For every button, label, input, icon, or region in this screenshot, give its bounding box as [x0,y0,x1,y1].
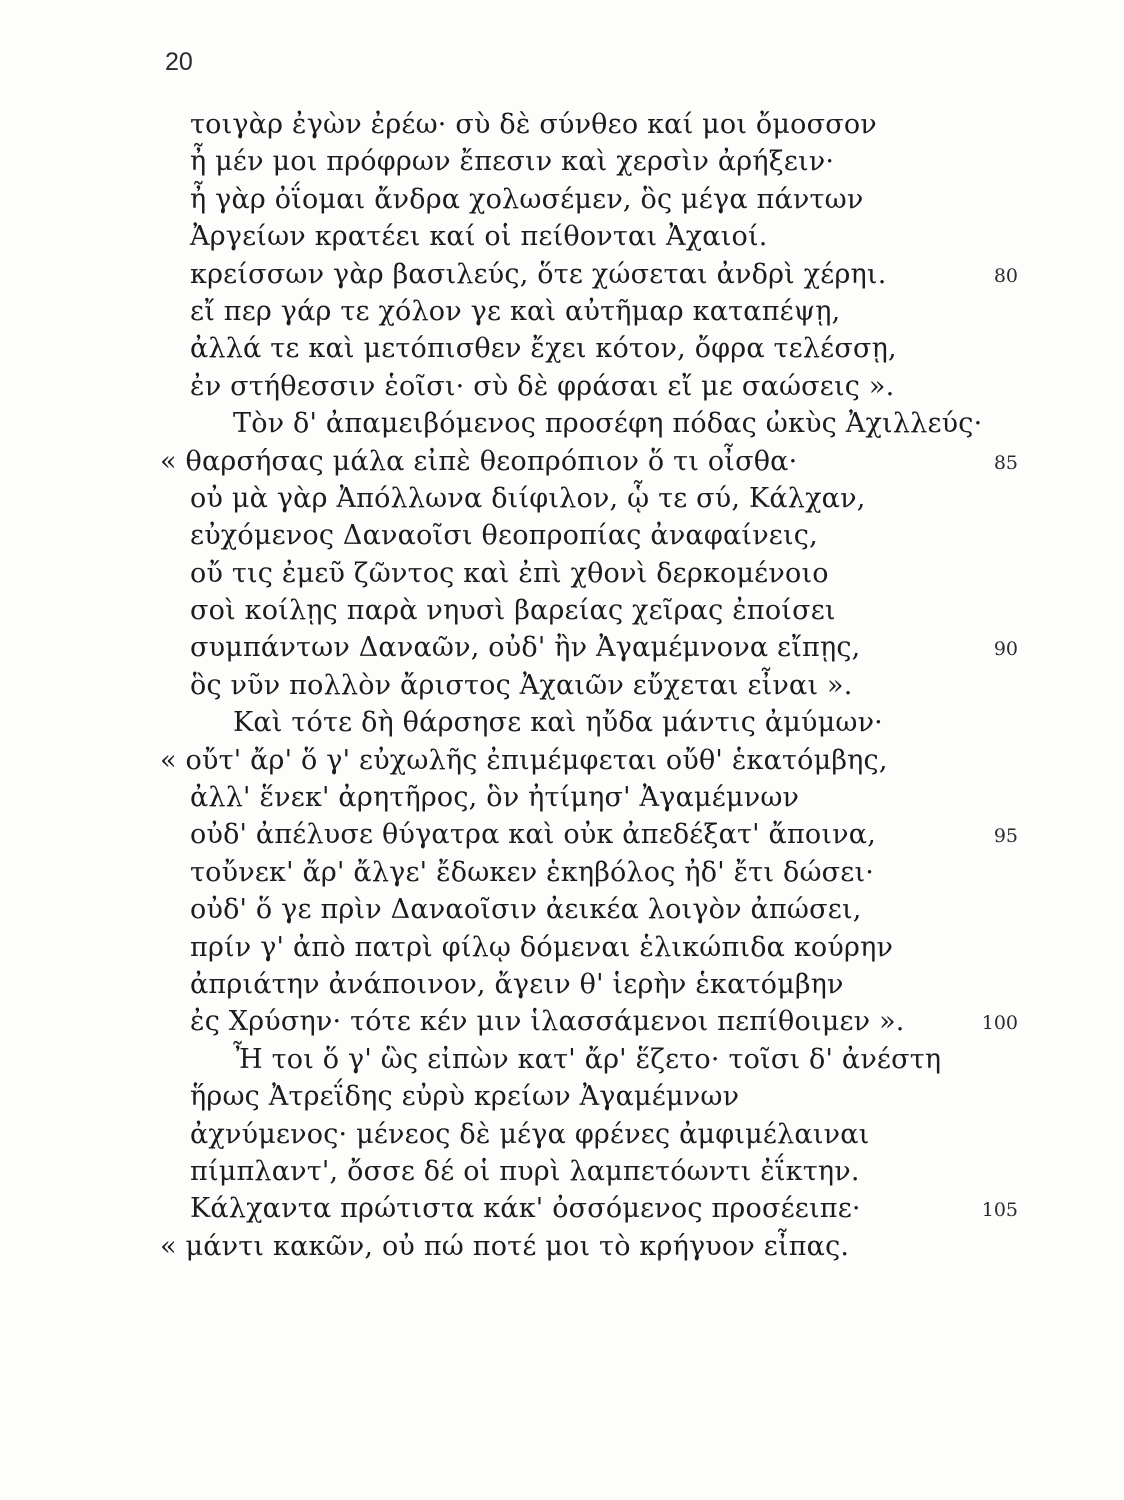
verse-line [0,256,1124,293]
verse-line [0,405,1124,442]
verse-line [0,517,1124,554]
verse-line [0,293,1124,330]
verse-text: πρίν γ' ἀπὸ πατρὶ φίλῳ δόμεναι ἑλικώπιδα κούρην [190,931,894,963]
verse-text: ἥρως Ἀτρεΐδης εὐρὺ κρείων Ἀγαμέμνων [190,1081,740,1113]
verse-text: ἐν στήθεσσιν ἑοῖσι· σὺ δὲ φράσαι εἴ με σαώσεις ». [190,370,895,402]
verse-text: εὐχόμενος Δαναοῖσι θεοπροπίας ἀναφαίνεις, [190,520,818,552]
verse-line [0,966,1124,1003]
verse-text: ἦ μέν μοι πρόφρων ἔπεσιν καὶ χερσὶν ἀρήξειν· [190,146,835,178]
verse-block [0,106,1124,1265]
verse-line [0,218,1124,255]
verse-text: κρείσσων γὰρ βασιλεύς, ὅτε χώσεται ἀνδρὶ χέρηι. [190,258,887,290]
verse-line [0,667,1124,704]
verse-text: « οὔτ' ἄρ' ὅ γ' εὐχωλῆς ἐπιμέμφεται οὔθ' ἑκατόμβης, [160,744,888,776]
verse-text: Κάλχαντα πρώτιστα κάκ' ὀσσόμενος προσέειπε· [190,1193,861,1225]
line-number: 105 [981,1199,1018,1222]
verse-text: οὐδ' ὅ γε πρὶν Δαναοῖσιν ἀεικέα λοιγὸν ἀπώσει, [190,894,862,926]
verse-text: « μάντι κακῶν, οὐ πώ ποτέ μοι τὸ κρήγυον εἶπας. [160,1230,850,1262]
verse-line [0,1041,1124,1078]
verse-text: ἀλλ' ἕνεκ' ἀρητῆρος, ὃν ἠτίμησ' Ἀγαμέμνων [190,782,800,814]
verse-line [0,929,1124,966]
verse-text: οὐδ' ἀπέλυσε θύγατρα καὶ οὐκ ἀπεδέξατ' ἄποινα, [190,819,876,851]
verse-line [0,1078,1124,1115]
verse-text: οὔ τις ἐμεῦ ζῶντος καὶ ἐπὶ χθονὶ δερκομένοιο [190,557,829,589]
verse-text: εἴ περ γάρ τε χόλον γε καὶ αὐτῆμαρ καταπέψῃ, [190,295,841,327]
verse-line [0,592,1124,629]
verse-text: Καὶ τότε δὴ θάρσησε καὶ ηὔδα μάντις ἀμύμων· [233,707,883,739]
verse-line [0,704,1124,741]
verse-text: ἀχνύμενος· μένεος δὲ μέγα φρένες ἀμφιμέλαιναι [190,1118,870,1150]
verse-line [0,629,1124,666]
verse-line [0,480,1124,517]
line-number: 95 [993,825,1018,848]
verse-text: συμπάντων Δαναῶν, οὐδ' ἢν Ἀγαμέμνονα εἴπῃς, [190,632,861,664]
verse-text: Ἦ τοι ὅ γ' ὣς εἰπὼν κατ' ἄρ' ἕζετο· τοῖσι δ' ἀνέστη [233,1043,942,1075]
verse-text: Ἀργείων κρατέει καί οἱ πείθονται Ἀχαιοί. [190,221,768,253]
verse-line [0,816,1124,853]
verse-text: ἀλλά τε καὶ μετόπισθεν ἔχει κότον, ὄφρα τελέσσῃ, [190,333,897,365]
verse-text: ἀπριάτην ἀνάποινον, ἄγειν θ' ἱερὴν ἑκατόμβην [190,968,844,1000]
line-number: 80 [993,264,1018,287]
verse-text: σοὶ κοίλῃς παρὰ νηυσὶ βαρείας χεῖρας ἐποίσει [190,595,836,627]
verse-line [0,368,1124,405]
verse-line [0,555,1124,592]
verse-line [0,106,1124,143]
verse-line [0,181,1124,218]
verse-text: οὐ μὰ γὰρ Ἀπόλλωνα διίφιλον, ᾧ τε σύ, Κάλχαν, [190,482,866,514]
verse-text: ἐς Χρύσην· τότε κέν μιν ἱλασσάμενοι πεπίθοιμεν ». [190,1006,905,1038]
line-number: 100 [981,1012,1018,1035]
verse-line [0,1190,1124,1227]
verse-line [0,891,1124,928]
verse-line [0,742,1124,779]
verse-line [0,854,1124,891]
verse-text: ὃς νῦν πολλὸν ἄριστος Ἀχαιῶν εὔχεται εἶναι ». [190,669,853,701]
verse-text: ἦ γὰρ ὀΐομαι ἄνδρα χολωσέμεν, ὃς μέγα πάντων [190,183,864,215]
verse-line [0,1003,1124,1040]
verse-text: Τὸν δ' ἀπαμειβόμενος προσέφη πόδας ὠκὺς Ἀχιλλεύς· [233,408,983,440]
line-number: 85 [993,451,1018,474]
verse-text: « θαρσήσας μάλα εἰπὲ θεοπρόπιον ὅ τι οἶσθα· [160,445,798,477]
line-number: 90 [993,638,1018,661]
verse-text: τοὔνεκ' ἄρ' ἄλγε' ἔδωκεν ἑκηβόλος ἠδ' ἔτι δώσει· [190,856,875,888]
verse-line [0,1116,1124,1153]
verse-line [0,443,1124,480]
verse-text: πίμπλαντ', ὄσσε δέ οἱ πυρὶ λαμπετόωντι ἐΐκτην. [190,1155,860,1187]
verse-text: τοιγὰρ ἐγὼν ἐρέω· σὺ δὲ σύνθεο καί μοι ὄμοσσον [190,109,877,140]
verse-line [0,143,1124,180]
verse-line [0,1228,1124,1265]
verse-line [0,330,1124,367]
verse-line [0,779,1124,816]
page-number: 20 [165,48,193,76]
verse-line [0,1153,1124,1190]
